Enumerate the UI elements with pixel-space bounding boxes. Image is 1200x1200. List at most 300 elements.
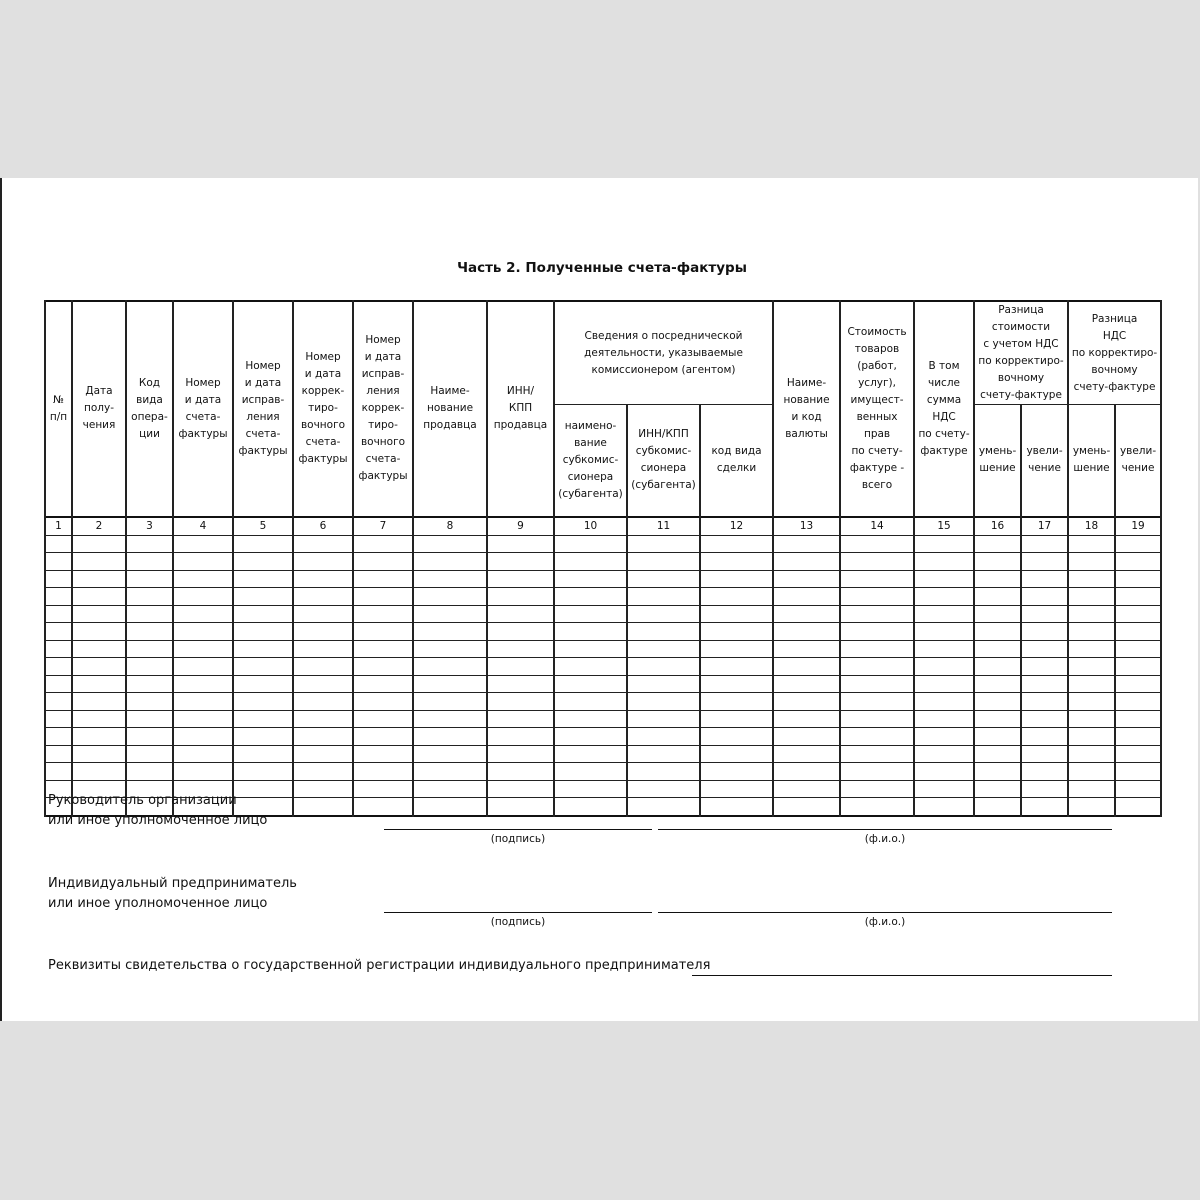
table-cell[interactable] <box>700 745 773 763</box>
table-cell[interactable] <box>700 535 773 553</box>
table-cell[interactable] <box>840 728 914 746</box>
table-cell[interactable] <box>173 745 233 763</box>
table-cell[interactable] <box>773 535 840 553</box>
table-cell[interactable] <box>627 640 700 658</box>
table-cell[interactable] <box>627 710 700 728</box>
table-cell[interactable] <box>45 693 72 711</box>
table-cell[interactable] <box>914 605 974 623</box>
table-cell[interactable] <box>126 763 173 781</box>
table-cell[interactable] <box>700 553 773 571</box>
table-cell[interactable] <box>293 588 353 606</box>
table-cell[interactable] <box>700 693 773 711</box>
table-cell[interactable] <box>974 798 1021 816</box>
table-cell[interactable] <box>1068 798 1115 816</box>
table-cell[interactable] <box>974 640 1021 658</box>
table-cell[interactable] <box>293 763 353 781</box>
table-cell[interactable] <box>974 623 1021 641</box>
table-cell[interactable] <box>413 658 487 676</box>
table-cell[interactable] <box>45 588 72 606</box>
table-cell[interactable] <box>974 728 1021 746</box>
table-cell[interactable] <box>840 570 914 588</box>
table-cell[interactable] <box>773 553 840 571</box>
table-cell[interactable] <box>487 798 554 816</box>
table-cell[interactable] <box>353 588 413 606</box>
table-cell[interactable] <box>773 710 840 728</box>
table-cell[interactable] <box>840 640 914 658</box>
table-cell[interactable] <box>627 623 700 641</box>
table-cell[interactable] <box>233 588 293 606</box>
table-cell[interactable] <box>627 570 700 588</box>
table-cell[interactable] <box>353 745 413 763</box>
column-number: 9 <box>487 517 554 536</box>
table-cell[interactable] <box>974 535 1021 553</box>
table-cell[interactable] <box>126 658 173 676</box>
table-cell[interactable] <box>413 640 487 658</box>
table-cell[interactable] <box>1021 798 1068 816</box>
table-cell[interactable] <box>1115 640 1161 658</box>
table-cell[interactable] <box>1021 605 1068 623</box>
table-cell[interactable] <box>914 658 974 676</box>
table-cell[interactable] <box>554 675 627 693</box>
table-cell[interactable] <box>126 588 173 606</box>
table-cell[interactable] <box>1115 553 1161 571</box>
table-cell[interactable] <box>1021 623 1068 641</box>
table-cell[interactable] <box>353 535 413 553</box>
table-cell[interactable] <box>233 553 293 571</box>
table-cell[interactable] <box>72 553 126 571</box>
table-cell[interactable] <box>45 745 72 763</box>
table-cell[interactable] <box>700 605 773 623</box>
table-cell[interactable] <box>413 693 487 711</box>
table-cell[interactable] <box>72 535 126 553</box>
table-cell[interactable] <box>840 535 914 553</box>
table-cell[interactable] <box>353 693 413 711</box>
table-cell[interactable] <box>353 658 413 676</box>
table-cell[interactable] <box>293 553 353 571</box>
table-cell[interactable] <box>773 570 840 588</box>
table-cell[interactable] <box>1021 745 1068 763</box>
table-cell[interactable] <box>126 745 173 763</box>
table-cell[interactable] <box>126 710 173 728</box>
table-cell[interactable] <box>773 675 840 693</box>
table-cell[interactable] <box>413 745 487 763</box>
table-cell[interactable] <box>914 780 974 798</box>
table-cell[interactable] <box>413 553 487 571</box>
table-cell[interactable] <box>700 588 773 606</box>
table-cell[interactable] <box>45 553 72 571</box>
table-cell[interactable] <box>1068 535 1115 553</box>
table-cell[interactable] <box>72 693 126 711</box>
table-cell[interactable] <box>554 570 627 588</box>
table-cell[interactable] <box>840 693 914 711</box>
table-cell[interactable] <box>974 553 1021 571</box>
table-cell[interactable] <box>1068 658 1115 676</box>
table-cell[interactable] <box>1115 588 1161 606</box>
table-cell[interactable] <box>1068 553 1115 571</box>
table-cell[interactable] <box>627 728 700 746</box>
table-cell[interactable] <box>353 623 413 641</box>
table-cell[interactable] <box>700 640 773 658</box>
table-cell[interactable] <box>1068 570 1115 588</box>
table-cell[interactable] <box>554 535 627 553</box>
table-cell[interactable] <box>627 675 700 693</box>
table-cell[interactable] <box>173 728 233 746</box>
table-cell[interactable] <box>1068 710 1115 728</box>
table-cell[interactable] <box>914 728 974 746</box>
table-cell[interactable] <box>700 658 773 676</box>
table-cell[interactable] <box>700 763 773 781</box>
table-cell[interactable] <box>974 675 1021 693</box>
table-cell[interactable] <box>233 693 293 711</box>
table-cell[interactable] <box>45 728 72 746</box>
table-cell[interactable] <box>173 640 233 658</box>
table-cell[interactable] <box>1115 605 1161 623</box>
table-cell[interactable] <box>1068 640 1115 658</box>
table-cell[interactable] <box>487 535 554 553</box>
table-cell[interactable] <box>487 710 554 728</box>
table-cell[interactable] <box>974 745 1021 763</box>
table-cell[interactable] <box>173 675 233 693</box>
table-cell[interactable] <box>554 763 627 781</box>
table-cell[interactable] <box>840 553 914 571</box>
table-cell[interactable] <box>554 798 627 816</box>
table-cell[interactable] <box>72 640 126 658</box>
table-cell[interactable] <box>487 763 554 781</box>
table-cell[interactable] <box>773 658 840 676</box>
table-cell[interactable] <box>487 640 554 658</box>
table-cell[interactable] <box>1115 798 1161 816</box>
table-cell[interactable] <box>700 675 773 693</box>
table-cell[interactable] <box>914 763 974 781</box>
table-cell[interactable] <box>914 623 974 641</box>
table-cell[interactable] <box>487 675 554 693</box>
table-cell[interactable] <box>627 605 700 623</box>
table-cell[interactable] <box>914 798 974 816</box>
table-cell[interactable] <box>773 745 840 763</box>
table-cell[interactable] <box>914 745 974 763</box>
table-cell[interactable] <box>353 780 413 798</box>
table-cell[interactable] <box>72 675 126 693</box>
table-cell[interactable] <box>1115 570 1161 588</box>
table-cell[interactable] <box>1068 763 1115 781</box>
table-cell[interactable] <box>173 553 233 571</box>
table-cell[interactable] <box>293 570 353 588</box>
table-cell[interactable] <box>1115 675 1161 693</box>
table-cell[interactable] <box>1115 763 1161 781</box>
table-cell[interactable] <box>233 640 293 658</box>
table-cell[interactable] <box>1068 675 1115 693</box>
table-cell[interactable] <box>233 658 293 676</box>
table-cell[interactable] <box>914 710 974 728</box>
table-cell[interactable] <box>974 780 1021 798</box>
table-cell[interactable] <box>1021 553 1068 571</box>
table-cell[interactable] <box>700 728 773 746</box>
table-cell[interactable] <box>293 675 353 693</box>
table-cell[interactable] <box>413 675 487 693</box>
table-cell[interactable] <box>126 640 173 658</box>
table-cell[interactable] <box>840 588 914 606</box>
table-cell[interactable] <box>974 570 1021 588</box>
table-cell[interactable] <box>413 588 487 606</box>
table-cell[interactable] <box>413 623 487 641</box>
table-cell[interactable] <box>487 780 554 798</box>
table-cell[interactable] <box>233 570 293 588</box>
table-cell[interactable] <box>700 798 773 816</box>
table-cell[interactable] <box>45 763 72 781</box>
table-cell[interactable] <box>1115 745 1161 763</box>
table-cell[interactable] <box>413 570 487 588</box>
table-cell[interactable] <box>293 605 353 623</box>
table-cell[interactable] <box>126 623 173 641</box>
table-cell[interactable] <box>353 763 413 781</box>
table-cell[interactable] <box>974 588 1021 606</box>
table-cell[interactable] <box>1021 780 1068 798</box>
table-cell[interactable] <box>45 710 72 728</box>
table-cell[interactable] <box>914 588 974 606</box>
table-cell[interactable] <box>627 535 700 553</box>
table-cell[interactable] <box>45 675 72 693</box>
table-cell[interactable] <box>487 745 554 763</box>
table-cell[interactable] <box>487 570 554 588</box>
table-cell[interactable] <box>72 745 126 763</box>
table-cell[interactable] <box>293 798 353 816</box>
table-cell[interactable] <box>353 553 413 571</box>
table-cell[interactable] <box>1021 658 1068 676</box>
table-cell[interactable] <box>1021 588 1068 606</box>
table-cell[interactable] <box>487 658 554 676</box>
table-cell[interactable] <box>293 535 353 553</box>
table-cell[interactable] <box>840 780 914 798</box>
table-cell[interactable] <box>1021 570 1068 588</box>
table-cell[interactable] <box>45 570 72 588</box>
table-cell[interactable] <box>1068 588 1115 606</box>
table-cell[interactable] <box>413 798 487 816</box>
table-cell[interactable] <box>233 728 293 746</box>
table-cell[interactable] <box>627 658 700 676</box>
table-cell[interactable] <box>293 780 353 798</box>
table-cell[interactable] <box>773 588 840 606</box>
table-cell[interactable] <box>914 570 974 588</box>
table-cell[interactable] <box>1068 605 1115 623</box>
table-cell[interactable] <box>293 710 353 728</box>
table-cell[interactable] <box>413 605 487 623</box>
table-cell[interactable] <box>1068 780 1115 798</box>
table-cell[interactable] <box>126 553 173 571</box>
table-cell[interactable] <box>72 710 126 728</box>
table-cell[interactable] <box>773 763 840 781</box>
table-cell[interactable] <box>413 780 487 798</box>
table-cell[interactable] <box>1115 710 1161 728</box>
table-cell[interactable] <box>700 570 773 588</box>
table-cell[interactable] <box>1021 763 1068 781</box>
table-cell[interactable] <box>554 780 627 798</box>
table-cell[interactable] <box>554 588 627 606</box>
table-cell[interactable] <box>173 763 233 781</box>
table-cell[interactable] <box>45 640 72 658</box>
table-cell[interactable] <box>353 798 413 816</box>
table-cell[interactable] <box>1068 728 1115 746</box>
table-cell[interactable] <box>72 763 126 781</box>
table-cell[interactable] <box>126 693 173 711</box>
table-cell[interactable] <box>914 553 974 571</box>
table-cell[interactable] <box>353 728 413 746</box>
table-cell[interactable] <box>173 658 233 676</box>
table-cell[interactable] <box>627 763 700 781</box>
table-cell[interactable] <box>773 623 840 641</box>
table-cell[interactable] <box>627 553 700 571</box>
table-cell[interactable] <box>173 693 233 711</box>
table-cell[interactable] <box>233 605 293 623</box>
table-cell[interactable] <box>173 570 233 588</box>
table-cell[interactable] <box>773 605 840 623</box>
table-cell[interactable] <box>554 745 627 763</box>
entrepreneur-signature-line[interactable] <box>384 912 652 913</box>
registration-line[interactable] <box>692 975 1112 976</box>
table-cell[interactable] <box>353 640 413 658</box>
table-cell[interactable] <box>627 798 700 816</box>
table-cell[interactable] <box>554 728 627 746</box>
table-cell[interactable] <box>413 710 487 728</box>
table-cell[interactable] <box>914 640 974 658</box>
table-cell[interactable] <box>840 763 914 781</box>
table-cell[interactable] <box>554 710 627 728</box>
table-cell[interactable] <box>1115 658 1161 676</box>
table-cell[interactable] <box>1115 623 1161 641</box>
table-cell[interactable] <box>126 728 173 746</box>
table-cell[interactable] <box>487 693 554 711</box>
table-cell[interactable] <box>173 623 233 641</box>
table-cell[interactable] <box>1068 623 1115 641</box>
table-cell[interactable] <box>72 570 126 588</box>
table-cell[interactable] <box>126 535 173 553</box>
table-cell[interactable] <box>72 623 126 641</box>
table-cell[interactable] <box>627 588 700 606</box>
table-cell[interactable] <box>1115 728 1161 746</box>
table-cell[interactable] <box>353 675 413 693</box>
table-cell[interactable] <box>554 553 627 571</box>
table-cell[interactable] <box>914 693 974 711</box>
table-cell[interactable] <box>487 605 554 623</box>
table-cell[interactable] <box>554 640 627 658</box>
table-cell[interactable] <box>72 658 126 676</box>
table-cell[interactable] <box>353 605 413 623</box>
table-cell[interactable] <box>173 710 233 728</box>
table-cell[interactable] <box>1068 745 1115 763</box>
head-signature-line[interactable] <box>384 829 652 830</box>
table-cell[interactable] <box>773 798 840 816</box>
table-cell[interactable] <box>293 745 353 763</box>
table-cell[interactable] <box>487 588 554 606</box>
table-cell[interactable] <box>974 763 1021 781</box>
table-cell[interactable] <box>627 693 700 711</box>
table-cell[interactable] <box>840 675 914 693</box>
table-cell[interactable] <box>487 623 554 641</box>
table-cell[interactable] <box>700 780 773 798</box>
table-cell[interactable] <box>413 763 487 781</box>
table-cell[interactable] <box>45 623 72 641</box>
table-cell[interactable] <box>554 693 627 711</box>
table-cell[interactable] <box>233 675 293 693</box>
table-cell[interactable] <box>773 728 840 746</box>
head-name-line[interactable] <box>658 829 1112 830</box>
table-cell[interactable] <box>627 780 700 798</box>
table-cell[interactable] <box>554 623 627 641</box>
table-cell[interactable] <box>554 658 627 676</box>
table-cell[interactable] <box>293 693 353 711</box>
table-cell[interactable] <box>293 623 353 641</box>
table-cell[interactable] <box>627 745 700 763</box>
table-cell[interactable] <box>233 745 293 763</box>
table-cell[interactable] <box>487 553 554 571</box>
table-cell[interactable] <box>1115 535 1161 553</box>
table-cell[interactable] <box>173 535 233 553</box>
table-cell[interactable] <box>293 728 353 746</box>
table-cell[interactable] <box>700 710 773 728</box>
table-cell[interactable] <box>45 535 72 553</box>
table-cell[interactable] <box>173 588 233 606</box>
table-cell[interactable] <box>840 710 914 728</box>
table-cell[interactable] <box>1021 535 1068 553</box>
table-cell[interactable] <box>773 693 840 711</box>
table-cell[interactable] <box>293 658 353 676</box>
table-cell[interactable] <box>126 675 173 693</box>
table-cell[interactable] <box>1021 675 1068 693</box>
table-cell[interactable] <box>840 658 914 676</box>
table-cell[interactable] <box>773 640 840 658</box>
table-cell[interactable] <box>413 535 487 553</box>
entrepreneur-name-line[interactable] <box>658 912 1112 913</box>
table-cell[interactable] <box>974 693 1021 711</box>
table-cell[interactable] <box>126 605 173 623</box>
table-cell[interactable] <box>233 763 293 781</box>
table-cell[interactable] <box>233 623 293 641</box>
table-cell[interactable] <box>1021 640 1068 658</box>
table-cell[interactable] <box>773 780 840 798</box>
table-cell[interactable] <box>126 570 173 588</box>
table-cell[interactable] <box>974 658 1021 676</box>
table-cell[interactable] <box>1115 693 1161 711</box>
table-cell[interactable] <box>1068 693 1115 711</box>
table-cell[interactable] <box>72 605 126 623</box>
table-cell[interactable] <box>840 798 914 816</box>
table-cell[interactable] <box>1021 728 1068 746</box>
table-cell[interactable] <box>413 728 487 746</box>
table-cell[interactable] <box>233 535 293 553</box>
table-cell[interactable] <box>233 710 293 728</box>
table-cell[interactable] <box>974 710 1021 728</box>
table-cell[interactable] <box>1115 780 1161 798</box>
table-cell[interactable] <box>293 640 353 658</box>
table-cell[interactable] <box>914 675 974 693</box>
table-cell[interactable] <box>353 570 413 588</box>
table-cell[interactable] <box>1021 710 1068 728</box>
table-cell[interactable] <box>840 745 914 763</box>
table-cell[interactable] <box>173 605 233 623</box>
table-cell[interactable] <box>353 710 413 728</box>
table-cell[interactable] <box>914 535 974 553</box>
table-cell[interactable] <box>45 658 72 676</box>
table-cell[interactable] <box>700 623 773 641</box>
table-cell[interactable] <box>554 605 627 623</box>
table-cell[interactable] <box>72 728 126 746</box>
table-cell[interactable] <box>487 728 554 746</box>
table-cell[interactable] <box>974 605 1021 623</box>
table-cell[interactable] <box>840 605 914 623</box>
table-cell[interactable] <box>1021 693 1068 711</box>
table-cell[interactable] <box>840 623 914 641</box>
table-cell[interactable] <box>72 588 126 606</box>
table-cell[interactable] <box>45 605 72 623</box>
